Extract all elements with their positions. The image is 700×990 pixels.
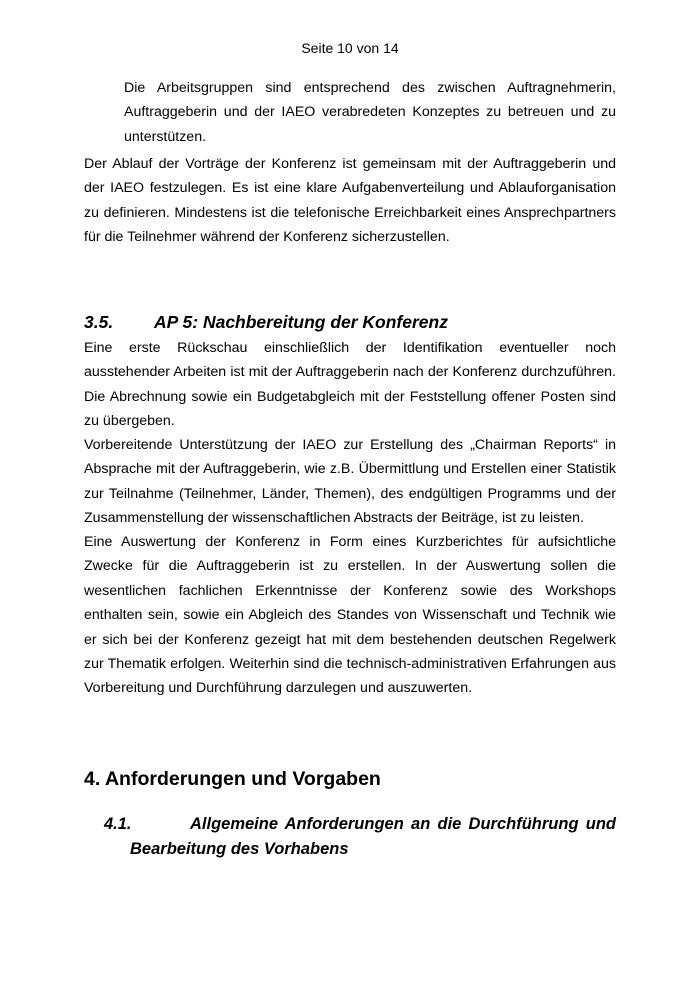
- section-4-1-number: 4.1.: [104, 815, 132, 833]
- intro-paragraph-2: Der Ablauf der Vorträge der Konferenz ist gemeinsam mit der Auftraggeberin und der IAEO festzulegen. Es ist eine klare Aufgabenverteilung und Ablauforganisation zu definieren. Mindestens ist die telefonische Erreichbarkeit eines Ansprechpartners für die Teilnehmer während der Konferenz sicherzustellen.: [84, 156, 616, 246]
- section-4-1-heading: [104, 812, 616, 862]
- intro-paragraph-indented: Die Arbeitsgruppen sind entsprechend des zwischen Auftragnehmerin, Auftraggeberin und der IAEO verabredeten Konzeptes zu betreuen und zu unterstützen.: [124, 80, 616, 145]
- section-4-1-title-line-1: Allgemeine Anforderungen an die Durchführung und: [190, 815, 616, 833]
- section-3-5-paragraph-2: Vorbereitende Unterstützung der IAEO zur Erstellung des „Chairman Reports“ in Absprache mit der Auftraggeberin, wie z.B. Übermittlung und Erstellen einer Statistik zur Teilnahme (Teilnehmer, Länder, Themen), des endgültigen Programms und der Zusammenstellung der wissenschaftlichen Abstracts der Beiträge, ist zu leisten.: [84, 437, 616, 527]
- section-3-5-paragraph-1: Eine erste Rückschau einschließlich der Identifikation eventueller noch ausstehender Arbeiten ist mit der Auftraggeberin nach der Konferenz durchzuführen. Die Abrechnung sowie ein Budgetabgleich mit der Feststellung offener Posten sind zu übergeben.: [84, 340, 616, 430]
- page-number-header: Seite 10 von 14: [301, 40, 399, 56]
- section-4-heading: 4. Anforderungen und Vorgaben: [84, 768, 381, 790]
- section-3-5-title: AP 5: Nachbereitung der Konferenz: [154, 312, 448, 332]
- section-3-5-paragraph-3: Eine Auswertung der Konferenz in Form eines Kurzberichtes für aufsichtliche Zwecke für die Auftraggeberin ist zu erstellen. In der Auswertung sollen die wesentlichen fachlichen Erkenntnisse der Konferenz sowie des Workshops enthalten sein, sowie ein Abgleich des Standes von Wissenschaft und Technik wie er sich bei der Konferenz gezeigt hat mit dem bestehenden deutschen Regelwerk zur Thematik erfolgen. Weiterhin sind die technisch-administrativen Erfahrungen aus Vorbereitung und Durchführung darzulegen und auszuwerten.: [84, 534, 616, 697]
- section-3-5-number: 3.5.: [84, 312, 114, 332]
- section-4-1-title-line-2: Bearbeitung des Vorhabens: [130, 840, 349, 858]
